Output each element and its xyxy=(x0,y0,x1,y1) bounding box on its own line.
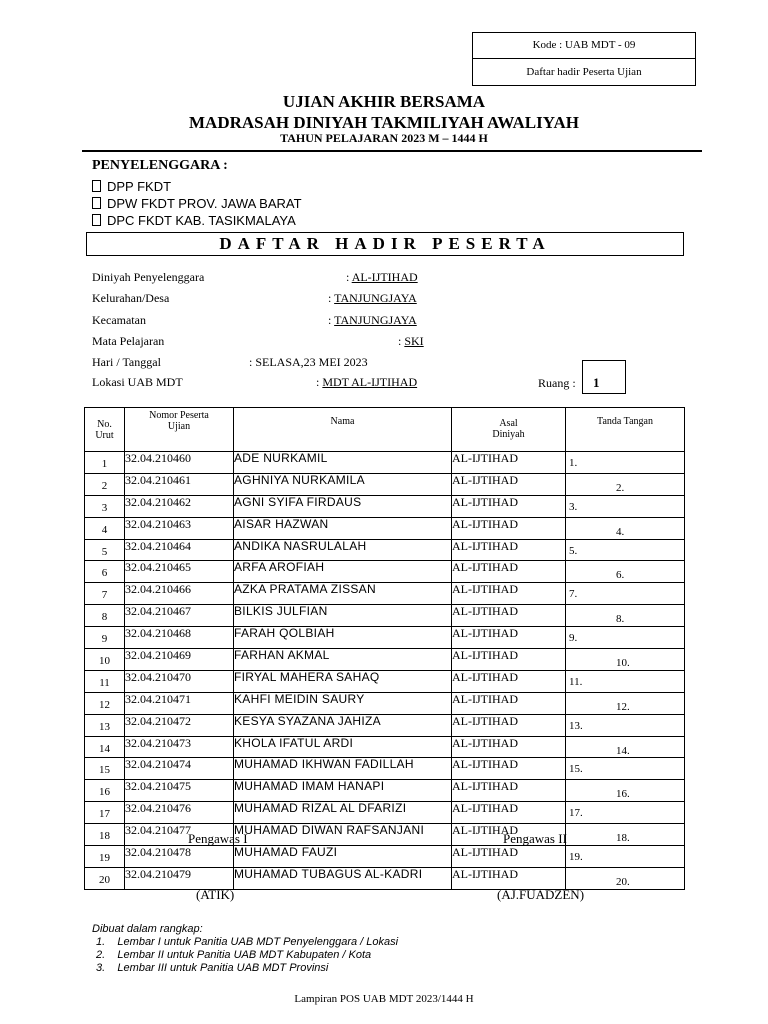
cell-no: 13 xyxy=(85,714,125,736)
cell-participant-id: 32.04.210479 xyxy=(125,867,234,889)
cell-signature[interactable] xyxy=(566,649,685,671)
signature-number: 5. xyxy=(569,544,578,557)
cell-signature[interactable] xyxy=(566,495,685,517)
cell-name: FARAH QOLBIAH xyxy=(234,627,452,649)
cell-name: MUHAMAD IMAM HANAPI xyxy=(234,780,452,802)
cell-origin: AL-IJTIHAD xyxy=(452,605,566,627)
cell-signature[interactable] xyxy=(566,583,685,605)
cell-origin: AL-IJTIHAD xyxy=(452,561,566,583)
signature-number: 14. xyxy=(616,744,630,757)
cell-participant-id: 32.04.210469 xyxy=(125,649,234,671)
header-asal: Asal Diniyah xyxy=(452,408,566,452)
cell-origin: AL-IJTIHAD xyxy=(452,583,566,605)
table-row xyxy=(85,670,685,692)
lokasi-label: Lokasi UAB MDT xyxy=(92,375,183,389)
cell-name: AGHNIYA NURKAMILA xyxy=(234,473,452,495)
table-row xyxy=(85,846,685,868)
cell-origin: AL-IJTIHAD xyxy=(452,452,566,474)
cell-origin: AL-IJTIHAD xyxy=(452,714,566,736)
table-row xyxy=(85,824,685,846)
table-row xyxy=(85,452,685,474)
signature-number: 18. xyxy=(616,832,630,845)
signature-number: 8. xyxy=(616,613,625,626)
cell-signature[interactable] xyxy=(566,517,685,539)
signature-number: 11. xyxy=(569,675,583,688)
signature-number: 9. xyxy=(569,632,578,645)
organizer-item: DPW FKDT PROV. JAWA BARAT xyxy=(92,196,302,211)
mapel-label: Mata Pelajaran xyxy=(92,334,165,348)
cell-signature[interactable] xyxy=(566,473,685,495)
cell-signature[interactable] xyxy=(566,670,685,692)
organizer-item: DPP FKDT xyxy=(92,179,171,194)
signature-number: 13. xyxy=(569,719,583,732)
cell-signature[interactable] xyxy=(566,824,685,846)
cell-origin: AL-IJTIHAD xyxy=(452,495,566,517)
cell-no: 5 xyxy=(85,539,125,561)
cell-no: 1 xyxy=(85,452,125,474)
signature-number: 20. xyxy=(616,875,630,888)
cell-origin: AL-IJTIHAD xyxy=(452,758,566,780)
signature-number: 12. xyxy=(616,700,630,713)
organizer-item: DPC FKDT KAB. TASIKMALAYA xyxy=(92,213,296,228)
cell-no: 4 xyxy=(85,517,125,539)
cell-signature[interactable] xyxy=(566,452,685,474)
cell-name: BILKIS JULFIAN xyxy=(234,605,452,627)
table-row xyxy=(85,561,685,583)
cell-name: ADE NURKAMIL xyxy=(234,452,452,474)
cell-origin: AL-IJTIHAD xyxy=(452,846,566,868)
cell-signature[interactable] xyxy=(566,627,685,649)
cell-participant-id: 32.04.210477 xyxy=(125,824,234,846)
document-code: Kode : UAB MDT - 09 xyxy=(473,33,695,59)
cell-no: 8 xyxy=(85,605,125,627)
cell-participant-id: 32.04.210478 xyxy=(125,846,234,868)
cell-no: 20 xyxy=(85,867,125,889)
header-divider xyxy=(82,150,702,152)
cell-origin: AL-IJTIHAD xyxy=(452,627,566,649)
kecamatan-value: : TANJUNGJAYA xyxy=(328,313,417,327)
cell-signature[interactable] xyxy=(566,736,685,758)
cell-no: 19 xyxy=(85,846,125,868)
cell-name: ARFA AROFIAH xyxy=(234,561,452,583)
cell-participant-id: 32.04.210465 xyxy=(125,561,234,583)
kelurahan-value: : TANJUNGJAYA xyxy=(328,291,417,305)
signature-number: 19. xyxy=(569,851,583,864)
cell-origin: AL-IJTIHAD xyxy=(452,649,566,671)
cell-signature[interactable] xyxy=(566,539,685,561)
cell-participant-id: 32.04.210468 xyxy=(125,627,234,649)
pengawas-1-name: (ATIK) xyxy=(196,887,235,902)
footer-text: Lampiran POS UAB MDT 2023/1444 H xyxy=(294,993,474,1005)
table-row xyxy=(85,473,685,495)
cell-no: 9 xyxy=(85,627,125,649)
cell-signature[interactable] xyxy=(566,846,685,868)
cell-no: 16 xyxy=(85,780,125,802)
header-ttd: Tanda Tangan xyxy=(566,408,685,452)
cell-participant-id: 32.04.210471 xyxy=(125,692,234,714)
hari-value: : SELASA,23 MEI 2023 xyxy=(249,355,368,369)
signature-number: 7. xyxy=(569,588,578,601)
cell-name: MUHAMAD TUBAGUS AL-KADRI xyxy=(234,867,452,889)
signature-number: 10. xyxy=(616,657,630,670)
cell-origin: AL-IJTIHAD xyxy=(452,736,566,758)
signature-number: 3. xyxy=(569,500,578,513)
kecamatan-label: Kecamatan xyxy=(92,313,146,327)
ruang-value: 1 xyxy=(582,360,626,394)
cell-origin: AL-IJTIHAD xyxy=(452,539,566,561)
cell-participant-id: 32.04.210462 xyxy=(125,495,234,517)
checkbox-icon xyxy=(92,214,101,226)
cell-no: 3 xyxy=(85,495,125,517)
cell-origin: AL-IJTIHAD xyxy=(452,802,566,824)
cell-origin: AL-IJTIHAD xyxy=(452,670,566,692)
cell-origin: AL-IJTIHAD xyxy=(452,473,566,495)
cell-participant-id: 32.04.210472 xyxy=(125,714,234,736)
document-code-subtitle: Daftar hadir Peserta Ujian xyxy=(526,66,642,78)
table-row xyxy=(85,539,685,561)
attendance-table xyxy=(84,407,685,890)
ruang-label: Ruang : xyxy=(538,376,576,390)
cell-no: 14 xyxy=(85,736,125,758)
cell-name: FIRYAL MAHERA SAHAQ xyxy=(234,670,452,692)
table-row xyxy=(85,692,685,714)
header-nama: Nama xyxy=(234,408,452,452)
table-header-row xyxy=(85,408,685,452)
signature-number: 6. xyxy=(616,569,625,582)
cell-signature[interactable] xyxy=(566,780,685,802)
cell-participant-id: 32.04.210476 xyxy=(125,802,234,824)
signature-number: 16. xyxy=(616,788,630,801)
pengawas-1-label: Pengawas I xyxy=(188,831,248,846)
cell-participant-id: 32.04.210470 xyxy=(125,670,234,692)
cell-participant-id: 32.04.210473 xyxy=(125,736,234,758)
cell-origin: AL-IJTIHAD xyxy=(452,692,566,714)
title-line-2: MADRASAH DINIYAH TAKMILIYAH AWALIYAH xyxy=(189,113,579,132)
cell-participant-id: 32.04.210463 xyxy=(125,517,234,539)
signature-number: 4. xyxy=(616,525,625,538)
cell-name: KHOLA IFATUL ARDI xyxy=(234,736,452,758)
cell-signature[interactable] xyxy=(566,802,685,824)
cell-origin: AL-IJTIHAD xyxy=(452,867,566,889)
table-row xyxy=(85,867,685,889)
cell-origin: AL-IJTIHAD xyxy=(452,824,566,846)
cell-signature[interactable] xyxy=(566,758,685,780)
cell-signature[interactable] xyxy=(566,561,685,583)
attendance-banner: DAFTAR HADIR PESERTA xyxy=(86,232,684,256)
table-row xyxy=(85,495,685,517)
table-row xyxy=(85,583,685,605)
cell-name: ANDIKA NASRULALAH xyxy=(234,539,452,561)
table-row xyxy=(85,802,685,824)
cell-name: AGNI SYIFA FIRDAUS xyxy=(234,495,452,517)
title-line-1: UJIAN AKHIR BERSAMA xyxy=(282,92,486,111)
pengawas-2-label: Pengawas II xyxy=(503,831,567,846)
signature-number: 17. xyxy=(569,807,583,820)
document-code-box xyxy=(472,32,696,86)
table-row xyxy=(85,605,685,627)
diniyah-label: Diniyah Penyelenggara xyxy=(92,270,205,284)
cell-no: 10 xyxy=(85,649,125,671)
notes-title: Dibuat dalam rangkap: xyxy=(92,923,203,935)
cell-name: AZKA PRATAMA ZISSAN xyxy=(234,583,452,605)
hari-label: Hari / Tanggal xyxy=(92,355,161,369)
cell-origin: AL-IJTIHAD xyxy=(452,780,566,802)
cell-participant-id: 32.04.210466 xyxy=(125,583,234,605)
cell-no: 2 xyxy=(85,473,125,495)
notes-item: 1. Lembar I untuk Panitia UAB MDT Penyelenggara / Lokasi xyxy=(96,936,399,948)
cell-name: KAHFI MEIDIN SAURY xyxy=(234,692,452,714)
checkbox-icon xyxy=(92,180,101,192)
cell-name: MUHAMAD FAUZI xyxy=(234,846,452,868)
notes-item: 3. Lembar III untuk Panitia UAB MDT Provinsi xyxy=(96,962,329,974)
pengawas-2-name: (AJ.FUADZEN) xyxy=(497,887,585,902)
cell-name: MUHAMAD DIWAN RAFSANJANI xyxy=(234,824,452,846)
header-no: No. Urut xyxy=(85,408,125,452)
cell-name: MUHAMAD IKHWAN FADILLAH xyxy=(234,758,452,780)
table-row xyxy=(85,736,685,758)
table-row xyxy=(85,780,685,802)
cell-name: MUHAMAD RIZAL AL DFARIZI xyxy=(234,802,452,824)
signature-number: 15. xyxy=(569,763,583,776)
cell-participant-id: 32.04.210461 xyxy=(125,473,234,495)
cell-no: 18 xyxy=(85,824,125,846)
signature-number: 2. xyxy=(616,481,625,494)
cell-no: 12 xyxy=(85,692,125,714)
table-row xyxy=(85,517,685,539)
table-row xyxy=(85,758,685,780)
cell-no: 6 xyxy=(85,561,125,583)
organizer-title: PENYELENGGARA : xyxy=(92,158,228,173)
signature-number: 1. xyxy=(569,457,578,469)
table-row xyxy=(85,714,685,736)
cell-no: 15 xyxy=(85,758,125,780)
cell-signature[interactable] xyxy=(566,692,685,714)
cell-name: KESYA SYAZANA JAHIZA xyxy=(234,714,452,736)
cell-name: FARHAN AKMAL xyxy=(234,649,452,671)
mapel-value: : SKI xyxy=(398,334,424,348)
checkbox-icon xyxy=(92,197,101,209)
header-id: Nomor Peserta Ujian xyxy=(125,408,234,452)
kelurahan-label: Kelurahan/Desa xyxy=(92,291,170,305)
diniyah-value: : AL-IJTIHAD xyxy=(346,270,418,284)
cell-no: 17 xyxy=(85,802,125,824)
cell-participant-id: 32.04.210475 xyxy=(125,780,234,802)
cell-no: 11 xyxy=(85,670,125,692)
table-row xyxy=(85,627,685,649)
cell-participant-id: 32.04.210467 xyxy=(125,605,234,627)
cell-name: AISAR HAZWAN xyxy=(234,517,452,539)
cell-no: 7 xyxy=(85,583,125,605)
cell-signature[interactable] xyxy=(566,605,685,627)
cell-participant-id: 32.04.210460 xyxy=(125,452,234,474)
cell-signature[interactable] xyxy=(566,714,685,736)
title-line-3: TAHUN PELAJARAN 2023 M – 1444 H xyxy=(280,131,488,145)
table-row xyxy=(85,649,685,671)
cell-origin: AL-IJTIHAD xyxy=(452,517,566,539)
cell-participant-id: 32.04.210474 xyxy=(125,758,234,780)
notes-item: 2. Lembar II untuk Panitia UAB MDT Kabupaten / Kota xyxy=(96,949,372,961)
lokasi-value: : MDT AL-IJTIHAD xyxy=(316,375,418,389)
cell-participant-id: 32.04.210464 xyxy=(125,539,234,561)
